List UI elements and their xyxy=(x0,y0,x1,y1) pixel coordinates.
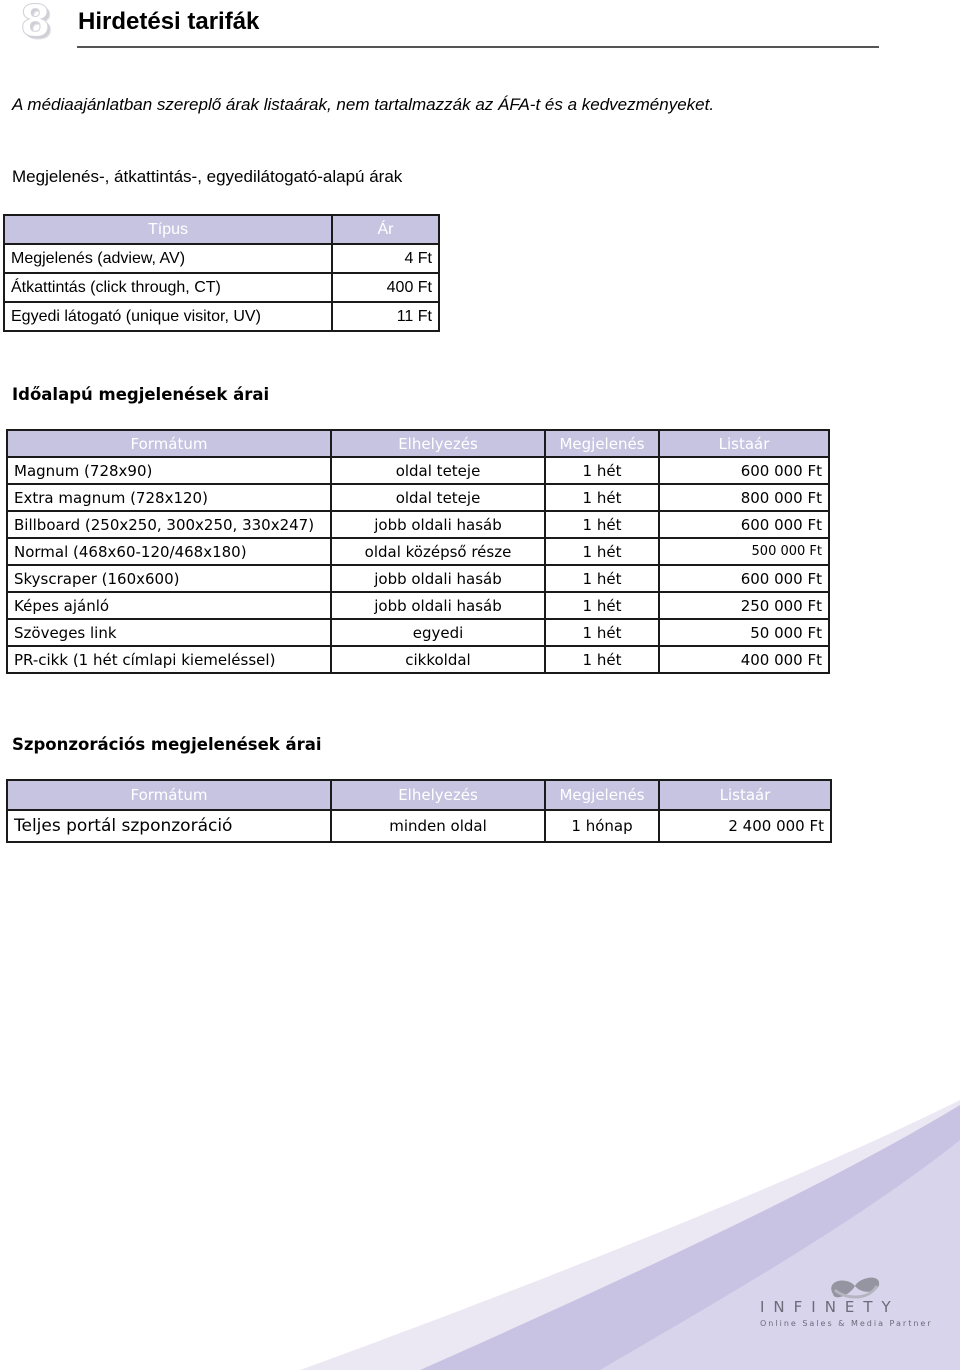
list-price-cell: 2 400 000 Ft xyxy=(659,810,831,842)
format-cell: Billboard (250x250, 300x250, 330x247) xyxy=(7,511,331,538)
placement-cell: oldal teteje xyxy=(331,457,545,484)
sponsorship-price-table xyxy=(6,779,832,843)
table-row xyxy=(7,457,829,484)
list-price-cell: 600 000 Ft xyxy=(659,565,829,592)
table-row xyxy=(7,511,829,538)
time-based-price-table xyxy=(6,429,830,674)
table-row xyxy=(7,538,829,565)
list-price-cell: 400 000 Ft xyxy=(659,646,829,673)
section-title-performance: Megjelenés-, átkattintás-, egyedilátogató-alapú árak xyxy=(12,167,403,186)
table-row xyxy=(4,244,439,273)
section-title-sponsorship: Szponzorációs megjelenések árai xyxy=(12,735,322,754)
table-row xyxy=(4,273,439,302)
table-header-row xyxy=(7,780,831,810)
format-cell: Skyscraper (160x600) xyxy=(7,565,331,592)
column-header-type: Típus xyxy=(4,215,332,244)
section-title-time-based: Időalapú megjelenések árai xyxy=(12,385,270,404)
placement-cell: cikkoldal xyxy=(331,646,545,673)
format-cell: Képes ajánló xyxy=(7,592,331,619)
price-cell: 4 Ft xyxy=(332,244,439,273)
table-row xyxy=(7,810,831,842)
type-cell: Megjelenés (adview, AV) xyxy=(4,244,332,273)
column-header-format: Formátum xyxy=(7,430,331,457)
list-price-cell: 600 000 Ft xyxy=(659,457,829,484)
column-header-format: Formátum xyxy=(7,780,331,810)
table-row xyxy=(7,619,829,646)
price-note: A médiaajánlatban szereplő árak listaárak, nem tartalmazzák az ÁFA-t és a kedvezményeket. xyxy=(12,95,715,114)
table-row xyxy=(7,565,829,592)
logo-tagline: Online Sales & Media Partner xyxy=(760,1319,933,1328)
format-cell: Szöveges link xyxy=(7,619,331,646)
price-cell: 11 Ft xyxy=(332,302,439,331)
format-cell: Normal (468x60-120/468x180) xyxy=(7,538,331,565)
list-price-cell: 50 000 Ft xyxy=(659,619,829,646)
price-cell: 400 Ft xyxy=(332,273,439,302)
placement-cell: oldal teteje xyxy=(331,484,545,511)
format-cell: Magnum (728x90) xyxy=(7,457,331,484)
placement-cell: egyedi xyxy=(331,619,545,646)
table-row xyxy=(7,592,829,619)
type-cell: Átkattintás (click through, CT) xyxy=(4,273,332,302)
duration-cell: 1 hét xyxy=(545,511,659,538)
placement-cell: oldal középső része xyxy=(331,538,545,565)
list-price-cell: 800 000 Ft xyxy=(659,484,829,511)
duration-cell: 1 hét xyxy=(545,592,659,619)
format-cell: Extra magnum (728x120) xyxy=(7,484,331,511)
table-row xyxy=(7,484,829,511)
column-header-duration: Megjelenés xyxy=(545,780,659,810)
column-header-price: Ár xyxy=(332,215,439,244)
list-price-cell: 500 000 Ft xyxy=(659,538,829,565)
table-header-row xyxy=(4,215,439,244)
list-price-cell: 600 000 Ft xyxy=(659,511,829,538)
duration-cell: 1 hét xyxy=(545,565,659,592)
duration-cell: 1 hét xyxy=(545,457,659,484)
table-row xyxy=(4,302,439,331)
column-header-duration: Megjelenés xyxy=(545,430,659,457)
logo-wordmark: INFINETY xyxy=(760,1298,900,1316)
page-number: 8 xyxy=(20,0,51,47)
type-cell: Egyedi látogató (unique visitor, UV) xyxy=(4,302,332,331)
column-header-placement: Elhelyezés xyxy=(331,780,545,810)
column-header-list-price: Listaár xyxy=(659,430,829,457)
duration-cell: 1 hét xyxy=(545,619,659,646)
format-cell: PR-cikk (1 hét címlapi kiemeléssel) xyxy=(7,646,331,673)
placement-cell: jobb oldali hasáb xyxy=(331,511,545,538)
format-cell: Teljes portál szponzoráció xyxy=(7,810,331,842)
duration-cell: 1 hét xyxy=(545,646,659,673)
placement-cell: jobb oldali hasáb xyxy=(331,592,545,619)
duration-cell: 1 hónap xyxy=(545,810,659,842)
placement-cell: minden oldal xyxy=(331,810,545,842)
title-divider xyxy=(77,46,879,48)
table-row xyxy=(7,646,829,673)
placement-cell: jobb oldali hasáb xyxy=(331,565,545,592)
list-price-cell: 250 000 Ft xyxy=(659,592,829,619)
duration-cell: 1 hét xyxy=(545,484,659,511)
table-header-row xyxy=(7,430,829,457)
column-header-list-price: Listaár xyxy=(659,780,831,810)
duration-cell: 1 hét xyxy=(545,538,659,565)
column-header-placement: Elhelyezés xyxy=(331,430,545,457)
performance-price-table xyxy=(3,214,440,332)
page-title: Hirdetési tarifák xyxy=(78,8,260,35)
